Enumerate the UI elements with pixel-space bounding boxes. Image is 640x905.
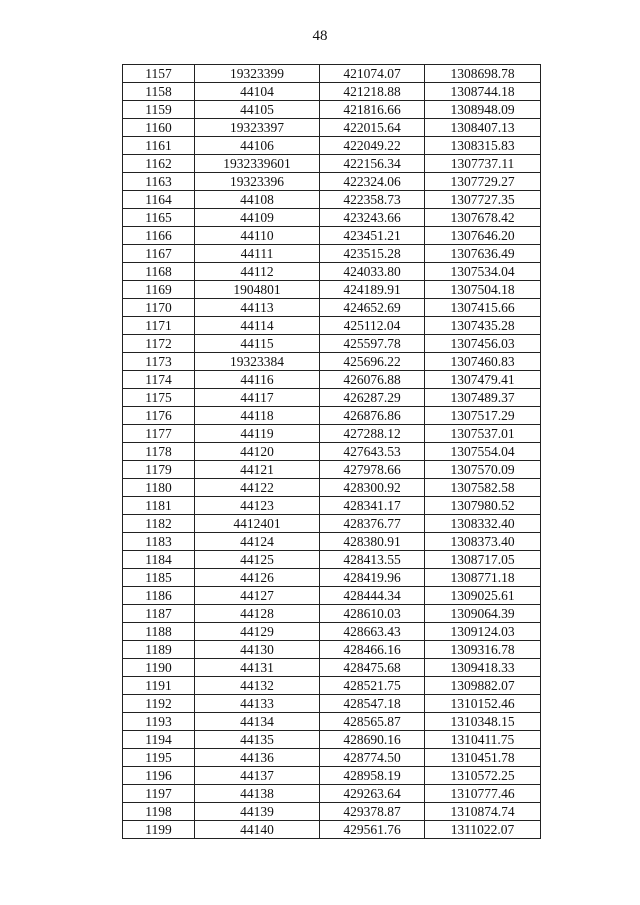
x-coordinate-cell: 428610.03 [320,605,425,623]
x-coordinate-cell: 429378.87 [320,803,425,821]
x-coordinate-cell: 428521.75 [320,677,425,695]
table-row [123,569,541,587]
y-coordinate-cell: 1308948.09 [425,101,541,119]
y-coordinate-cell: 1309418.33 [425,659,541,677]
y-coordinate-cell: 1309316.78 [425,641,541,659]
y-coordinate-cell: 1309025.61 [425,587,541,605]
y-coordinate-cell: 1308771.18 [425,569,541,587]
y-coordinate-cell: 1307537.01 [425,425,541,443]
point-id-cell: 19323397 [195,119,320,137]
y-coordinate-cell: 1307415.66 [425,299,541,317]
point-number-cell: 1176 [123,407,195,425]
point-number-cell: 1187 [123,605,195,623]
x-coordinate-cell: 422156.34 [320,155,425,173]
y-coordinate-cell: 1311022.07 [425,821,541,839]
point-id-cell: 44139 [195,803,320,821]
x-coordinate-cell: 426287.29 [320,389,425,407]
x-coordinate-cell: 428565.87 [320,713,425,731]
point-number-cell: 1198 [123,803,195,821]
y-coordinate-cell: 1307727.35 [425,191,541,209]
x-coordinate-cell: 422049.22 [320,137,425,155]
point-number-cell: 1192 [123,695,195,713]
table-row [123,227,541,245]
table-row [123,137,541,155]
point-id-cell: 44128 [195,605,320,623]
table-row [123,317,541,335]
point-number-cell: 1161 [123,137,195,155]
y-coordinate-cell: 1309882.07 [425,677,541,695]
point-number-cell: 1157 [123,65,195,83]
table-row [123,677,541,695]
point-id-cell: 44127 [195,587,320,605]
point-number-cell: 1178 [123,443,195,461]
point-id-cell: 1932339601 [195,155,320,173]
x-coordinate-cell: 422324.06 [320,173,425,191]
point-id-cell: 44117 [195,389,320,407]
point-id-cell: 44131 [195,659,320,677]
x-coordinate-cell: 428663.43 [320,623,425,641]
y-coordinate-cell: 1307729.27 [425,173,541,191]
point-id-cell: 44133 [195,695,320,713]
table-row [123,389,541,407]
point-id-cell: 44130 [195,641,320,659]
y-coordinate-cell: 1307646.20 [425,227,541,245]
point-id-cell: 44114 [195,317,320,335]
table-row [123,785,541,803]
table-row [123,821,541,839]
table-row [123,119,541,137]
point-id-cell: 44138 [195,785,320,803]
y-coordinate-cell: 1307980.52 [425,497,541,515]
y-coordinate-cell: 1307534.04 [425,263,541,281]
point-number-cell: 1189 [123,641,195,659]
y-coordinate-cell: 1307460.83 [425,353,541,371]
x-coordinate-cell: 428774.50 [320,749,425,767]
x-coordinate-cell: 423515.28 [320,245,425,263]
point-id-cell: 44137 [195,767,320,785]
y-coordinate-cell: 1307737.11 [425,155,541,173]
point-number-cell: 1179 [123,461,195,479]
y-coordinate-cell: 1307489.37 [425,389,541,407]
x-coordinate-cell: 422358.73 [320,191,425,209]
point-id-cell: 44112 [195,263,320,281]
point-number-cell: 1167 [123,245,195,263]
table-row [123,587,541,605]
table-row [123,299,541,317]
point-id-cell: 44108 [195,191,320,209]
x-coordinate-cell: 428376.77 [320,515,425,533]
table-row [123,623,541,641]
y-coordinate-cell: 1310777.46 [425,785,541,803]
y-coordinate-cell: 1307570.09 [425,461,541,479]
x-coordinate-cell: 423451.21 [320,227,425,245]
point-id-cell: 44111 [195,245,320,263]
point-id-cell: 44124 [195,533,320,551]
y-coordinate-cell: 1307554.04 [425,443,541,461]
point-id-cell: 44113 [195,299,320,317]
table-row [123,245,541,263]
point-id-cell: 19323384 [195,353,320,371]
point-number-cell: 1177 [123,425,195,443]
x-coordinate-cell: 428547.18 [320,695,425,713]
table-row [123,749,541,767]
table-row [123,191,541,209]
table-row [123,497,541,515]
point-number-cell: 1194 [123,731,195,749]
x-coordinate-cell: 429263.64 [320,785,425,803]
point-number-cell: 1199 [123,821,195,839]
table-row [123,803,541,821]
point-number-cell: 1182 [123,515,195,533]
point-id-cell: 44115 [195,335,320,353]
x-coordinate-cell: 421816.66 [320,101,425,119]
y-coordinate-cell: 1308744.18 [425,83,541,101]
point-id-cell: 44120 [195,443,320,461]
y-coordinate-cell: 1308373.40 [425,533,541,551]
x-coordinate-cell: 428413.55 [320,551,425,569]
x-coordinate-cell: 424652.69 [320,299,425,317]
point-id-cell: 44129 [195,623,320,641]
point-id-cell: 44126 [195,569,320,587]
table-row [123,461,541,479]
x-coordinate-cell: 427643.53 [320,443,425,461]
y-coordinate-cell: 1308698.78 [425,65,541,83]
point-number-cell: 1169 [123,281,195,299]
point-id-cell: 44106 [195,137,320,155]
coordinates-table-body [123,65,541,839]
y-coordinate-cell: 1308315.83 [425,137,541,155]
x-coordinate-cell: 428690.16 [320,731,425,749]
x-coordinate-cell: 428300.92 [320,479,425,497]
point-number-cell: 1166 [123,227,195,245]
point-id-cell: 44119 [195,425,320,443]
y-coordinate-cell: 1308407.13 [425,119,541,137]
point-number-cell: 1172 [123,335,195,353]
y-coordinate-cell: 1307582.58 [425,479,541,497]
x-coordinate-cell: 428419.96 [320,569,425,587]
point-number-cell: 1163 [123,173,195,191]
table-row [123,605,541,623]
x-coordinate-cell: 429561.76 [320,821,425,839]
point-id-cell: 44136 [195,749,320,767]
x-coordinate-cell: 423243.66 [320,209,425,227]
x-coordinate-cell: 422015.64 [320,119,425,137]
x-coordinate-cell: 428444.34 [320,587,425,605]
y-coordinate-cell: 1307678.42 [425,209,541,227]
x-coordinate-cell: 421218.88 [320,83,425,101]
y-coordinate-cell: 1307479.41 [425,371,541,389]
x-coordinate-cell: 425112.04 [320,317,425,335]
table-row [123,695,541,713]
point-number-cell: 1160 [123,119,195,137]
point-number-cell: 1186 [123,587,195,605]
table-row [123,83,541,101]
point-number-cell: 1190 [123,659,195,677]
table-row [123,551,541,569]
point-number-cell: 1162 [123,155,195,173]
point-id-cell: 44134 [195,713,320,731]
x-coordinate-cell: 421074.07 [320,65,425,83]
table-row [123,281,541,299]
point-number-cell: 1164 [123,191,195,209]
x-coordinate-cell: 428341.17 [320,497,425,515]
point-id-cell: 44121 [195,461,320,479]
y-coordinate-cell: 1307504.18 [425,281,541,299]
point-number-cell: 1188 [123,623,195,641]
point-id-cell: 44140 [195,821,320,839]
x-coordinate-cell: 428958.19 [320,767,425,785]
x-coordinate-cell: 428466.16 [320,641,425,659]
table-row [123,713,541,731]
point-id-cell: 44104 [195,83,320,101]
point-number-cell: 1173 [123,353,195,371]
coordinates-table [122,64,541,839]
x-coordinate-cell: 428475.68 [320,659,425,677]
point-id-cell: 44109 [195,209,320,227]
point-number-cell: 1171 [123,317,195,335]
point-id-cell: 44122 [195,479,320,497]
point-number-cell: 1185 [123,569,195,587]
y-coordinate-cell: 1307435.28 [425,317,541,335]
point-number-cell: 1197 [123,785,195,803]
y-coordinate-cell: 1308717.05 [425,551,541,569]
table-row [123,65,541,83]
y-coordinate-cell: 1310348.15 [425,713,541,731]
y-coordinate-cell: 1310411.75 [425,731,541,749]
point-number-cell: 1195 [123,749,195,767]
y-coordinate-cell: 1310152.46 [425,695,541,713]
point-id-cell: 44135 [195,731,320,749]
table-row [123,515,541,533]
point-number-cell: 1174 [123,371,195,389]
point-number-cell: 1193 [123,713,195,731]
point-id-cell: 1904801 [195,281,320,299]
page-number: 48 [312,28,328,44]
point-number-cell: 1165 [123,209,195,227]
y-coordinate-cell: 1308332.40 [425,515,541,533]
point-id-cell: 44105 [195,101,320,119]
table-row [123,353,541,371]
point-id-cell: 44132 [195,677,320,695]
x-coordinate-cell: 427978.66 [320,461,425,479]
point-number-cell: 1191 [123,677,195,695]
x-coordinate-cell: 428380.91 [320,533,425,551]
y-coordinate-cell: 1307517.29 [425,407,541,425]
x-coordinate-cell: 425597.78 [320,335,425,353]
y-coordinate-cell: 1309124.03 [425,623,541,641]
table-row [123,101,541,119]
point-number-cell: 1158 [123,83,195,101]
point-number-cell: 1196 [123,767,195,785]
point-number-cell: 1184 [123,551,195,569]
point-id-cell: 44123 [195,497,320,515]
y-coordinate-cell: 1307456.03 [425,335,541,353]
table-row [123,659,541,677]
table-row [123,263,541,281]
point-id-cell: 44118 [195,407,320,425]
x-coordinate-cell: 425696.22 [320,353,425,371]
point-number-cell: 1175 [123,389,195,407]
table-row [123,209,541,227]
y-coordinate-cell: 1310572.25 [425,767,541,785]
point-number-cell: 1183 [123,533,195,551]
table-row [123,371,541,389]
table-row [123,173,541,191]
x-coordinate-cell: 426876.86 [320,407,425,425]
point-number-cell: 1159 [123,101,195,119]
y-coordinate-cell: 1307636.49 [425,245,541,263]
y-coordinate-cell: 1310451.78 [425,749,541,767]
table-row [123,731,541,749]
point-id-cell: 44125 [195,551,320,569]
table-row [123,479,541,497]
table-row [123,335,541,353]
point-id-cell: 44116 [195,371,320,389]
point-number-cell: 1180 [123,479,195,497]
x-coordinate-cell: 427288.12 [320,425,425,443]
point-id-cell: 4412401 [195,515,320,533]
point-id-cell: 19323399 [195,65,320,83]
point-id-cell: 44110 [195,227,320,245]
point-number-cell: 1170 [123,299,195,317]
table-row [123,533,541,551]
table-row [123,155,541,173]
x-coordinate-cell: 424033.80 [320,263,425,281]
table-row [123,425,541,443]
table-row [123,641,541,659]
point-id-cell: 19323396 [195,173,320,191]
x-coordinate-cell: 426076.88 [320,371,425,389]
point-number-cell: 1168 [123,263,195,281]
table-row [123,767,541,785]
table-row [123,407,541,425]
table-row [123,443,541,461]
point-number-cell: 1181 [123,497,195,515]
y-coordinate-cell: 1309064.39 [425,605,541,623]
y-coordinate-cell: 1310874.74 [425,803,541,821]
x-coordinate-cell: 424189.91 [320,281,425,299]
